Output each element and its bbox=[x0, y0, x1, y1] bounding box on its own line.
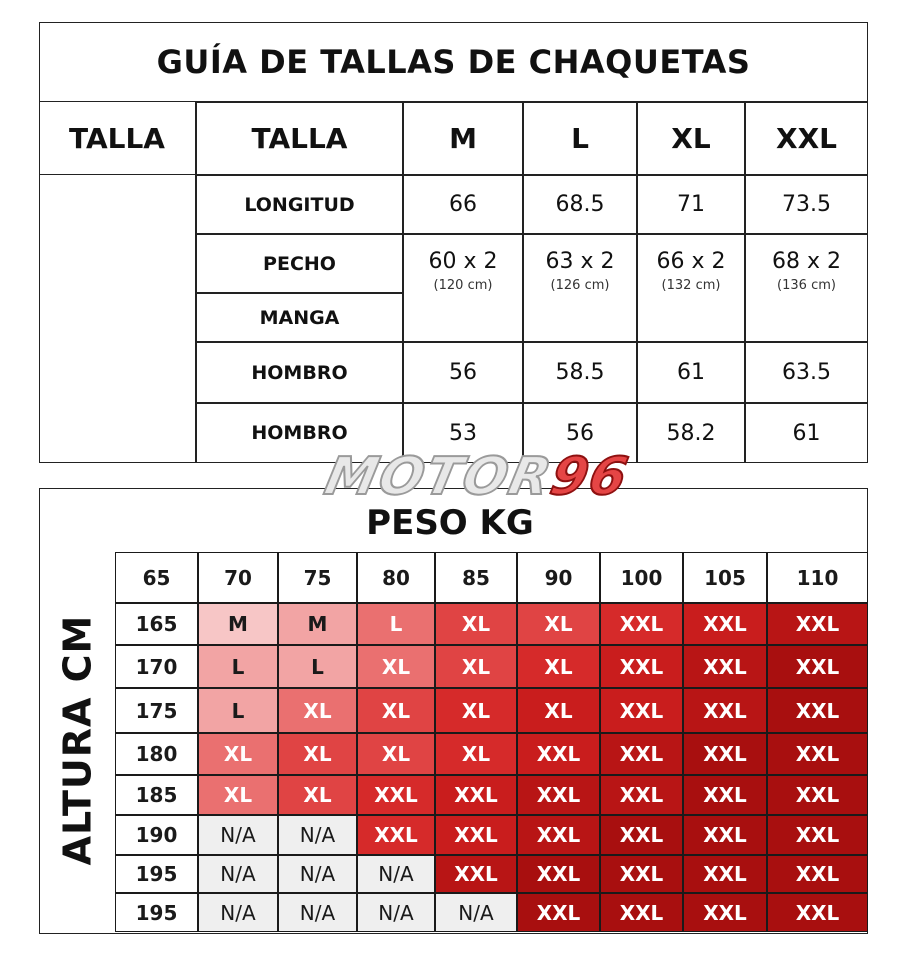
height-header-cell: 185 bbox=[115, 775, 198, 815]
row-label-pecho bbox=[196, 234, 403, 293]
value-cell bbox=[403, 175, 523, 234]
value-cell bbox=[523, 342, 637, 403]
size-col-header bbox=[196, 102, 403, 175]
weight-header-cell: 110 bbox=[767, 552, 868, 603]
size-cell: XXL bbox=[767, 893, 868, 932]
size-cell: XL bbox=[435, 645, 517, 688]
value-text: 63.5 bbox=[782, 360, 831, 385]
size-cell: N/A bbox=[278, 815, 357, 855]
left-blank-column bbox=[39, 175, 196, 463]
value-cell bbox=[637, 342, 745, 403]
weight-header-cell: 105 bbox=[683, 552, 767, 603]
size-header-l bbox=[523, 102, 637, 175]
size-cell: XL bbox=[278, 775, 357, 815]
size-header-m bbox=[403, 102, 523, 175]
value-text: 71 bbox=[677, 192, 705, 217]
height-header-cell: 180 bbox=[115, 733, 198, 775]
size-label: M bbox=[449, 122, 477, 155]
value-cell bbox=[637, 175, 745, 234]
size-cell: XXL bbox=[767, 603, 868, 645]
size-cell: XL bbox=[435, 688, 517, 733]
size-cell: N/A bbox=[357, 893, 435, 932]
value-cell bbox=[523, 175, 637, 234]
weight-header-cell: 90 bbox=[517, 552, 600, 603]
size-cell: N/A bbox=[198, 893, 278, 932]
size-cell: M bbox=[278, 603, 357, 645]
size-cell: XXL bbox=[683, 775, 767, 815]
size-cell: XXL bbox=[435, 855, 517, 893]
page-title bbox=[39, 22, 868, 102]
height-header-cell: 165 bbox=[115, 603, 198, 645]
value-text: 53 bbox=[449, 420, 477, 446]
watermark-motor: MOTOR bbox=[319, 447, 559, 507]
weight-header-cell: 70 bbox=[198, 552, 278, 603]
size-cell: N/A bbox=[278, 893, 357, 932]
size-cell: XXL bbox=[517, 733, 600, 775]
size-cell: XL bbox=[198, 775, 278, 815]
value-text: 58.5 bbox=[555, 360, 605, 385]
size-cell: XL bbox=[435, 733, 517, 775]
size-cell: XXL bbox=[767, 733, 868, 775]
size-cell: XXL bbox=[600, 603, 683, 645]
size-cell: N/A bbox=[278, 855, 357, 893]
value-text: 60 x 2 bbox=[428, 249, 498, 274]
size-cell: XXL bbox=[600, 775, 683, 815]
row-label-longitud bbox=[196, 175, 403, 234]
value-text: 63 x 2 bbox=[545, 249, 615, 274]
weight-title-text: PESO KG bbox=[366, 503, 534, 543]
size-cell: XXL bbox=[435, 775, 517, 815]
size-cell: XXL bbox=[600, 645, 683, 688]
value-text: 56 bbox=[449, 360, 477, 385]
value-cell bbox=[745, 342, 868, 403]
height-axis-label bbox=[47, 560, 107, 920]
size-cell: XXL bbox=[683, 815, 767, 855]
value-text: 73.5 bbox=[782, 192, 831, 217]
left-size-header-label: TALLA bbox=[69, 121, 165, 155]
size-cell: XXL bbox=[435, 815, 517, 855]
size-cell: N/A bbox=[435, 893, 517, 932]
row-label-hombro bbox=[196, 342, 403, 403]
size-cell: XL bbox=[278, 688, 357, 733]
size-cell: N/A bbox=[198, 815, 278, 855]
size-cell: L bbox=[357, 603, 435, 645]
value-text: 56 bbox=[566, 420, 594, 446]
height-header-cell: 170 bbox=[115, 645, 198, 688]
weight-header-cell: 65 bbox=[115, 552, 198, 603]
value-text: 61 bbox=[792, 420, 821, 446]
motor96-watermark bbox=[286, 448, 668, 506]
size-cell: XL bbox=[357, 688, 435, 733]
size-cell: XL bbox=[435, 603, 517, 645]
size-cell: XXL bbox=[683, 688, 767, 733]
size-cell: XL bbox=[198, 733, 278, 775]
value-cell bbox=[403, 234, 523, 342]
row-label-manga bbox=[196, 293, 403, 342]
size-cell: N/A bbox=[198, 855, 278, 893]
size-cell: XXL bbox=[767, 688, 868, 733]
height-axis-text: ALTURA CM bbox=[55, 614, 99, 866]
size-cell: XXL bbox=[600, 688, 683, 733]
size-header-xl bbox=[637, 102, 745, 175]
size-cell: XXL bbox=[517, 815, 600, 855]
row-label: PECHO bbox=[263, 252, 336, 275]
height-header-cell: 195 bbox=[115, 893, 198, 932]
size-cell: XXL bbox=[357, 775, 435, 815]
size-cell: XL bbox=[357, 645, 435, 688]
size-cell: XL bbox=[357, 733, 435, 775]
value-text: 66 bbox=[449, 192, 477, 217]
value-note: (136 cm) bbox=[777, 278, 836, 293]
value-cell bbox=[745, 234, 868, 342]
row-label: HOMBRO bbox=[251, 422, 348, 444]
height-header-cell: 175 bbox=[115, 688, 198, 733]
size-cell: XL bbox=[517, 603, 600, 645]
row-label: HOMBRO bbox=[251, 361, 348, 384]
size-cell: XXL bbox=[357, 815, 435, 855]
size-cell: XXL bbox=[767, 855, 868, 893]
size-cell: XXL bbox=[767, 645, 868, 688]
size-cell: XXL bbox=[683, 893, 767, 932]
size-cell: XXL bbox=[767, 815, 868, 855]
size-cell: XXL bbox=[517, 855, 600, 893]
value-text: 68.5 bbox=[555, 192, 605, 217]
size-col-header-label: TALLA bbox=[251, 122, 348, 155]
value-text: 58.2 bbox=[666, 420, 716, 446]
size-cell: XXL bbox=[767, 775, 868, 815]
title-text: GUÍA DE TALLAS DE CHAQUETAS bbox=[156, 42, 751, 81]
value-text: 61 bbox=[677, 360, 705, 385]
value-cell bbox=[523, 234, 637, 342]
size-cell: XL bbox=[517, 688, 600, 733]
value-note: (126 cm) bbox=[550, 278, 610, 293]
size-cell: XXL bbox=[600, 855, 683, 893]
size-cell: L bbox=[278, 645, 357, 688]
row-label: MANGA bbox=[259, 306, 340, 329]
size-cell: XXL bbox=[683, 645, 767, 688]
size-cell: XL bbox=[517, 645, 600, 688]
size-cell: N/A bbox=[357, 855, 435, 893]
value-text: 66 x 2 bbox=[656, 249, 726, 274]
value-cell bbox=[745, 403, 868, 463]
value-cell bbox=[745, 175, 868, 234]
value-cell bbox=[403, 342, 523, 403]
row-label: LONGITUD bbox=[244, 193, 355, 216]
size-cell: XXL bbox=[683, 603, 767, 645]
size-cell: XXL bbox=[683, 855, 767, 893]
size-label: L bbox=[571, 122, 589, 155]
value-text: 68 x 2 bbox=[772, 249, 841, 274]
height-header-cell: 190 bbox=[115, 815, 198, 855]
size-cell: XXL bbox=[683, 733, 767, 775]
size-cell: L bbox=[198, 645, 278, 688]
value-note: (120 cm) bbox=[433, 278, 493, 293]
size-cell: XXL bbox=[600, 893, 683, 932]
size-cell: XXL bbox=[600, 733, 683, 775]
value-note: (132 cm) bbox=[661, 278, 721, 293]
size-cell: XXL bbox=[517, 893, 600, 932]
size-cell: XXL bbox=[517, 775, 600, 815]
size-label: XXL bbox=[775, 122, 838, 155]
weight-header-cell: 100 bbox=[600, 552, 683, 603]
size-cell: XXL bbox=[600, 815, 683, 855]
height-header-cell: 195 bbox=[115, 855, 198, 893]
size-cell: M bbox=[198, 603, 278, 645]
watermark-96: 96 bbox=[545, 447, 635, 507]
value-cell bbox=[637, 234, 745, 342]
size-cell: XL bbox=[278, 733, 357, 775]
size-cell: L bbox=[198, 688, 278, 733]
size-label: XL bbox=[671, 122, 711, 155]
weight-header-cell: 80 bbox=[357, 552, 435, 603]
weight-header-cell: 75 bbox=[278, 552, 357, 603]
size-header-xxl bbox=[745, 102, 868, 175]
weight-header-cell: 85 bbox=[435, 552, 517, 603]
left-size-header bbox=[39, 102, 196, 175]
